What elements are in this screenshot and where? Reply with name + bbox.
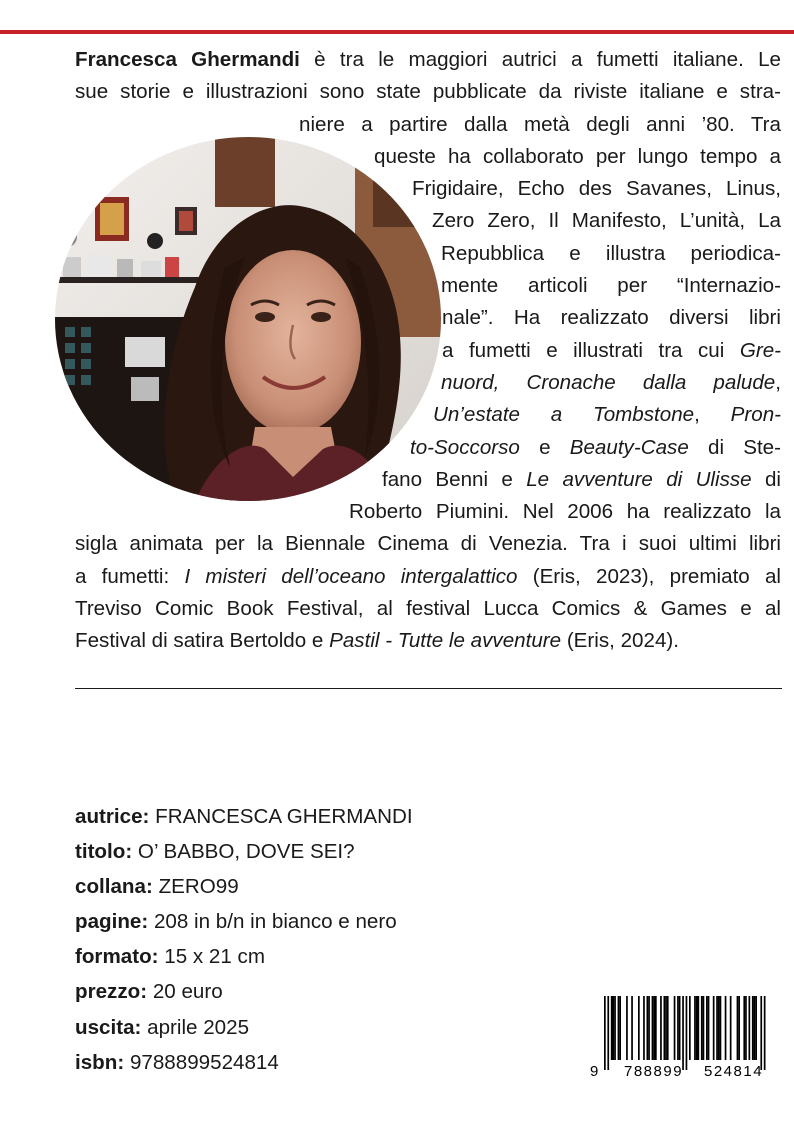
- bio-line: Repubblica e illustra periodica-: [441, 241, 781, 265]
- bio-line: Festival di satira Bertoldo e Pastil - Tutte le avventure (Eris, 2024).: [75, 629, 679, 653]
- barcode-bar: [604, 996, 606, 1070]
- barcode-bar: [677, 996, 679, 1060]
- isbn-barcode: [588, 996, 778, 1080]
- barcode-bar: [716, 996, 718, 1060]
- barcode-bar: [701, 996, 703, 1060]
- barcode-bar: [752, 996, 754, 1060]
- barcode-bar: [648, 996, 650, 1060]
- detail-title: titolo: O’ BABBO, DOVE SEI?: [75, 840, 355, 864]
- barcode-bar: [720, 996, 722, 1060]
- detail-format: formato: 15 x 21 cm: [75, 945, 265, 969]
- barcode-bar: [725, 996, 727, 1060]
- bio-line: a fumetti e illustrati tra cui Gre-: [442, 338, 781, 362]
- detail-author: autrice: FRANCESCA GHERMANDI: [75, 805, 413, 828]
- bio-line: Frigidaire, Echo des Savanes, Linus,: [412, 177, 781, 201]
- barcode-bar: [619, 996, 621, 1060]
- bio-line: a fumetti: I misteri dell’oceano intergalattico (Eris, 2023), premiato al: [75, 564, 782, 588]
- barcode-bar: [614, 996, 616, 1060]
- barcode-bar: [626, 996, 628, 1060]
- barcode-bar: [618, 996, 620, 1060]
- barcode-bar: [737, 996, 739, 1060]
- barcode-bar: [664, 996, 666, 1060]
- barcode-bar: [674, 996, 676, 1060]
- bio-line: Treviso Comic Book Festival, al festival Lucca Comics & Games e al: [75, 597, 781, 621]
- barcode-bar: [713, 996, 715, 1060]
- barcode-bar: [665, 996, 667, 1060]
- book-title: Un’estate a Tombstone: [433, 403, 695, 427]
- bio-line: Roberto Piumini. Nel 2006 ha realizzato la: [349, 500, 781, 524]
- book-title: to-Soccorso: [410, 435, 520, 459]
- barcode-digits-right: 524814: [704, 1063, 764, 1080]
- barcode-digit-first: 9: [590, 1063, 599, 1080]
- barcode-bar: [749, 996, 751, 1060]
- barcode-bar: [718, 996, 720, 1060]
- barcode-bar: [667, 996, 669, 1060]
- barcode-bar: [745, 996, 747, 1060]
- barcode-digits-left: 788899: [624, 1063, 684, 1080]
- barcode-bar: [694, 996, 696, 1060]
- bio-line: nale”. Ha realizzato diversi libri: [442, 306, 781, 330]
- barcode-bar: [679, 996, 681, 1060]
- bio-line: fano Benni e Le avventure di Ulisse di: [382, 467, 781, 491]
- detail-price: prezzo: 20 euro: [75, 980, 223, 1004]
- author-bio: [75, 44, 781, 658]
- bio-line: to-Soccorso e Beauty-Case di Ste-: [410, 435, 781, 459]
- barcode-bar: [743, 996, 745, 1060]
- barcode-bar: [660, 996, 662, 1060]
- book-title: Le avventure di Ulisse: [526, 467, 752, 491]
- section-divider: [75, 688, 782, 689]
- barcode-bar: [708, 996, 710, 1060]
- barcode-bar: [655, 996, 657, 1060]
- barcode-bar: [652, 996, 654, 1060]
- book-title: Pron-: [730, 403, 781, 427]
- detail-pages: pagine: 208 in b/n in bianco e nero: [75, 910, 397, 934]
- barcode-bar: [631, 996, 633, 1060]
- book-details: [75, 799, 413, 1080]
- detail-isbn: isbn: 9788899524814: [75, 1050, 279, 1074]
- barcode-bar: [607, 996, 609, 1070]
- barcode-bar: [698, 996, 700, 1060]
- bio-line: mente articoli per “Internazio-: [441, 274, 781, 298]
- detail-release: uscita: aprile 2025: [75, 1015, 250, 1039]
- barcode-bar: [689, 996, 691, 1060]
- book-title: I misteri dell’oceano intergalattico: [184, 564, 518, 588]
- barcode-bar: [638, 996, 640, 1060]
- author-name: Francesca Ghermandi: [75, 48, 300, 71]
- barcode-bar: [686, 996, 688, 1070]
- barcode-bar: [706, 996, 708, 1060]
- barcode-bar: [755, 996, 757, 1060]
- bio-line: Un’estate a Tombstone, Pron-: [433, 403, 781, 427]
- barcode-bar: [703, 996, 705, 1060]
- barcode-bar: [611, 996, 613, 1060]
- book-title: Pastil - Tutte le avventure: [329, 629, 562, 653]
- book-title: nuord, Cronache dalla palude: [441, 370, 776, 394]
- barcode-bar: [760, 996, 762, 1070]
- bio-line: Zero Zero, Il Manifesto, L’unità, La: [432, 209, 781, 233]
- top-accent-bar: [0, 30, 794, 34]
- barcode-bar: [647, 996, 649, 1060]
- barcode-bar: [682, 996, 684, 1070]
- barcode-bar: [754, 996, 756, 1060]
- book-title: Gre-: [739, 338, 781, 362]
- bio-line: sue storie e illustrazioni sono state pubblicate da riviste italiane e stra-: [75, 80, 781, 104]
- bio-line: niere a partire dalla metà degli anni ’80. Tra: [299, 112, 781, 136]
- bio-line: sigla animata per la Biennale Cinema di Venezia. Tra i suoi ultimi libri: [75, 532, 781, 556]
- barcode-bar: [738, 996, 740, 1060]
- bio-line: Francesca Ghermandi è tra le maggiori autrici a fumetti italiane. Le: [75, 48, 782, 71]
- barcode-bar: [643, 996, 645, 1060]
- barcode-bar: [653, 996, 655, 1060]
- barcode-bar: [696, 996, 698, 1060]
- barcode-bar: [730, 996, 732, 1060]
- bio-line: nuord, Cronache dalla palude,: [441, 370, 781, 394]
- barcode-bar: [613, 996, 615, 1060]
- book-title: Beauty-Case: [569, 435, 689, 459]
- detail-series: collana: ZERO99: [75, 875, 239, 899]
- bio-line: queste ha collaborato per lungo tempo a: [374, 144, 781, 168]
- barcode-bar: [764, 996, 766, 1070]
